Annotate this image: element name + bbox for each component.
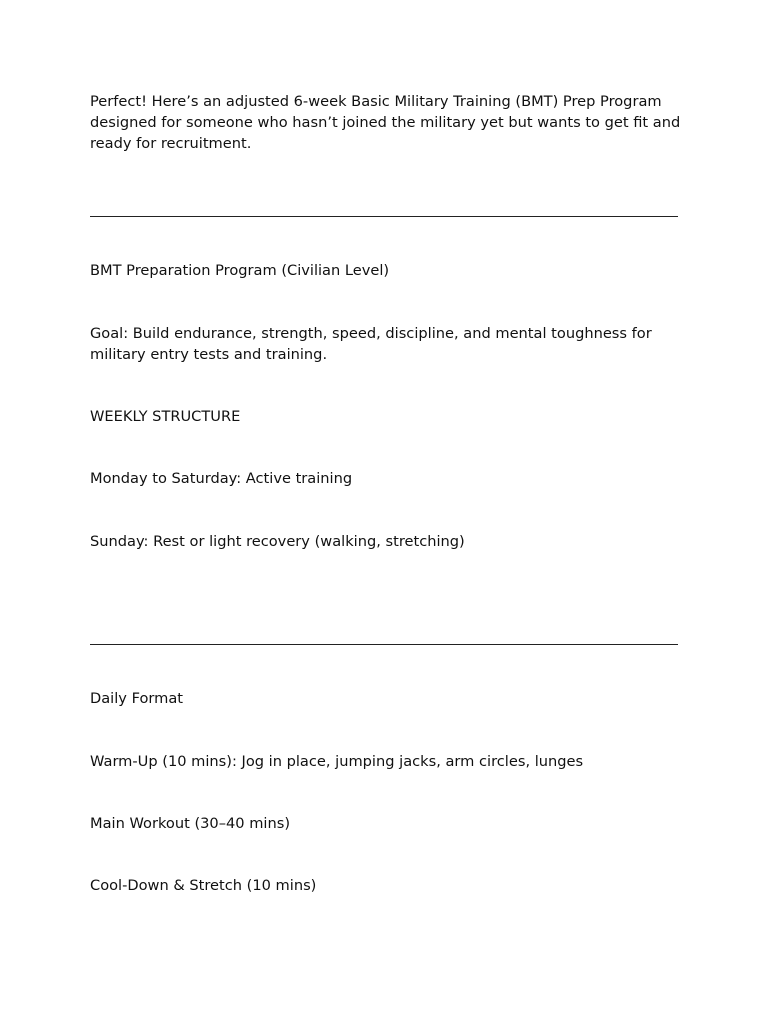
daily-format-heading: Daily Format: [90, 690, 183, 707]
weekly-structure-heading: WEEKLY STRUCTURE: [90, 408, 241, 425]
intro-paragraph: Perfect! Here’s an adjusted 6-week Basic Military Training (BMT) Prep Program designed for someone who hasn’t joined the military yet but wants to get fit and ready for recruitment.: [90, 93, 681, 152]
horizontal-divider: [90, 644, 678, 645]
sunday-line: Sunday: Rest or light recovery (walking, stretching): [90, 533, 465, 550]
monday-to-saturday-line: Monday to Saturday: Active training: [90, 470, 353, 487]
goal-paragraph: Goal: Build endurance, strength, speed, discipline, and mental toughness for military entry tests and training.: [90, 325, 652, 363]
program-title: BMT Preparation Program (Civilian Level): [90, 262, 390, 279]
warm-up-line: Warm-Up (10 mins): Jog in place, jumping jacks, arm circles, lunges: [90, 753, 584, 770]
main-workout-line: Main Workout (30–40 mins): [90, 815, 291, 832]
horizontal-divider: [90, 216, 678, 217]
cool-down-line: Cool-Down & Stretch (10 mins): [90, 877, 317, 894]
